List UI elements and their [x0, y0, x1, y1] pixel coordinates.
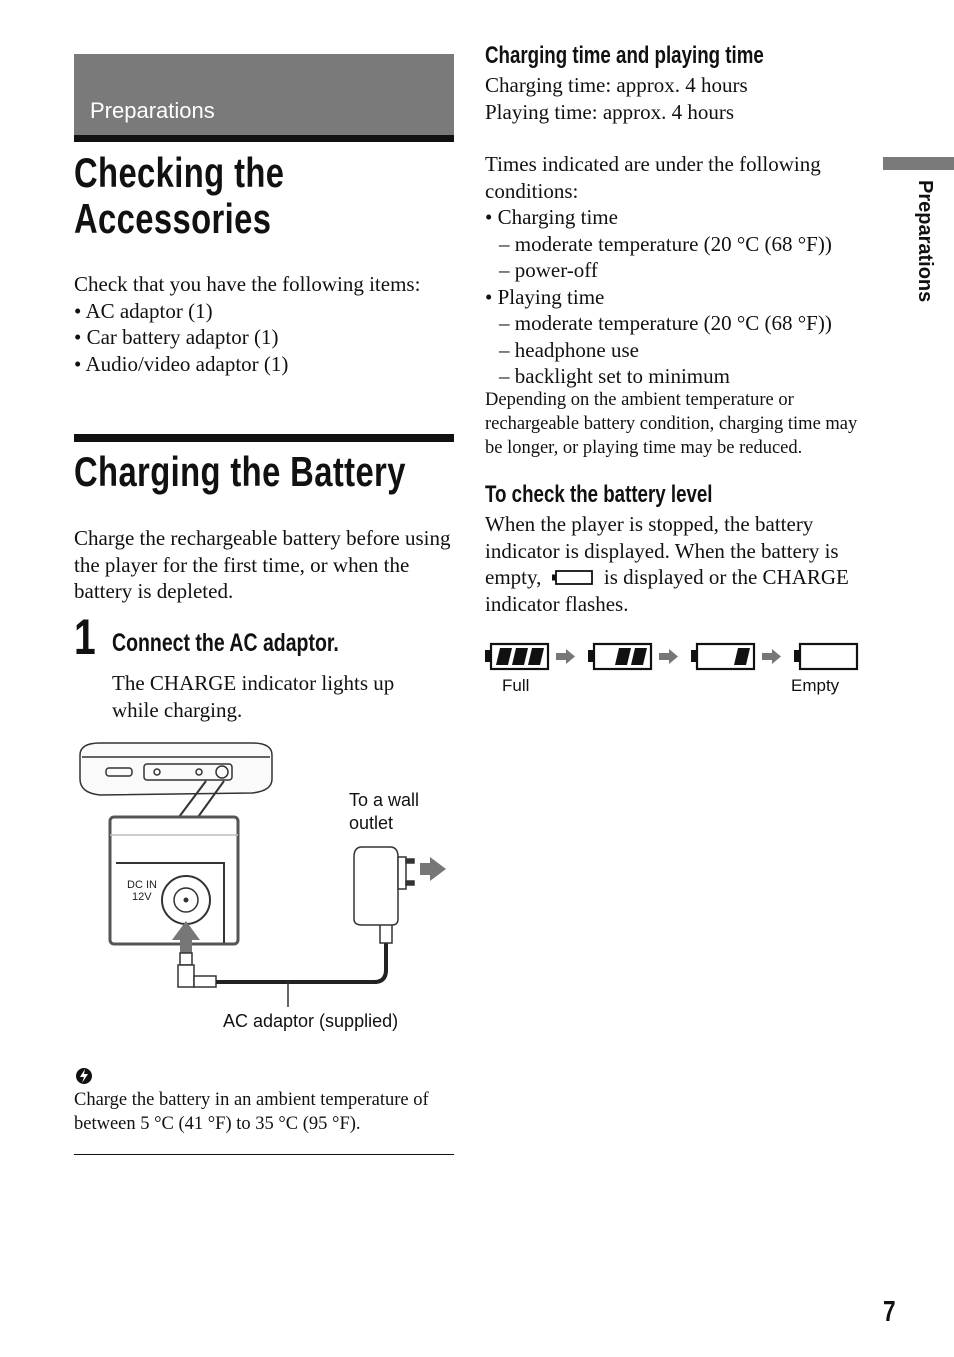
empty-label: Empty — [791, 676, 840, 695]
title-line: Accessories — [74, 195, 272, 242]
side-tab-bar — [883, 157, 954, 170]
label-line: To a wall — [349, 790, 420, 810]
dc-plug — [178, 953, 216, 987]
adaptor-cable — [216, 940, 386, 982]
level-arrow-icon — [762, 649, 781, 664]
bottom-rule — [74, 1154, 454, 1155]
list-item: – power-off — [499, 258, 598, 282]
charging-battery-title: Charging the Battery — [74, 448, 406, 495]
battery-level-heading: To check the battery level — [485, 481, 713, 508]
list-item: • Audio/video adaptor (1) — [74, 351, 289, 376]
jack-closeup — [110, 817, 238, 944]
battery-level-text — [485, 511, 875, 617]
jack-label-12v: 12V — [132, 891, 152, 903]
list-item: – moderate temperature (20 °C (68 °F)) — [499, 231, 832, 256]
charging-hint: Charge the battery in an ambient temperature of between 5 °C (41 °F) to 35 °C (95 °F). — [74, 1090, 429, 1134]
battery-text-after: is displayed or the CHARGE indicator flashes. — [485, 565, 849, 616]
battery-icon-level-1 — [691, 644, 754, 669]
battery-icon-level-0 — [794, 644, 857, 669]
section-band-rule — [74, 135, 454, 142]
outlet-arrow-icon — [420, 857, 446, 881]
title-line: Checking the — [74, 149, 285, 196]
charging-rule — [74, 434, 454, 442]
step-number: 1 — [74, 609, 96, 665]
list-item: • Car battery adaptor (1) — [74, 325, 279, 349]
wall-outlet-label — [349, 789, 419, 835]
accessories-list — [74, 271, 464, 377]
charging-intro: Charge the rechargeable battery before using the player for the first time, or when the battery is depleted. — [74, 526, 451, 603]
ac-adaptor-label: AC adaptor (supplied) — [223, 1011, 399, 1031]
wall-adaptor — [354, 847, 414, 943]
list-item: • Charging time — [485, 205, 618, 229]
list-item: – backlight set to minimum — [499, 364, 730, 388]
jack-label-dcin: DC IN — [127, 879, 157, 891]
charging-time-block — [485, 72, 875, 125]
list-item: – headphone use — [499, 337, 639, 362]
charging-time-heading: Charging time and playing time — [485, 42, 764, 69]
step-description: The CHARGE indicator lights up while charging. — [112, 671, 395, 722]
charging-time-text: Charging time: approx. 4 hours — [485, 73, 748, 97]
playing-time-text: Playing time: approx. 4 hours — [485, 99, 735, 124]
conditions-intro: Times indicated are under the following conditions: — [485, 152, 821, 203]
checking-accessories-title — [74, 150, 284, 242]
list-item: – moderate temperature (20 °C (68 °F)) — [499, 311, 832, 335]
label-line: outlet — [349, 813, 394, 833]
level-arrow-icon — [659, 649, 678, 664]
conditions-block — [485, 151, 875, 390]
accessories-intro: Check that you have the following items: — [74, 272, 421, 296]
list-item: • AC adaptor (1) — [74, 298, 213, 323]
empty-battery-icon — [551, 569, 595, 587]
step-heading: Connect the AC adaptor. — [112, 629, 339, 657]
section-label: Preparations — [90, 98, 215, 123]
page-number: 7 — [883, 1296, 896, 1328]
list-item: • Playing time — [485, 284, 605, 309]
battery-text-before: When the player is stopped, the battery indicator is displayed. When the battery is empty, — [485, 512, 839, 589]
battery-icon-level-3 — [485, 644, 548, 669]
player-side-view — [80, 743, 272, 795]
level-arrow-icon — [556, 649, 575, 664]
battery-level-sequence — [484, 640, 864, 676]
full-label: Full — [502, 676, 530, 695]
hint-icon — [74, 1066, 94, 1086]
side-tab-label: Preparations — [914, 180, 936, 303]
battery-icon-level-2 — [588, 644, 651, 669]
ambient-note: Depending on the ambient temperature or rechargeable battery condition, charging time may be longer, or playing time may be reduced. — [485, 390, 858, 458]
ac-adaptor-diagram — [74, 735, 454, 1035]
